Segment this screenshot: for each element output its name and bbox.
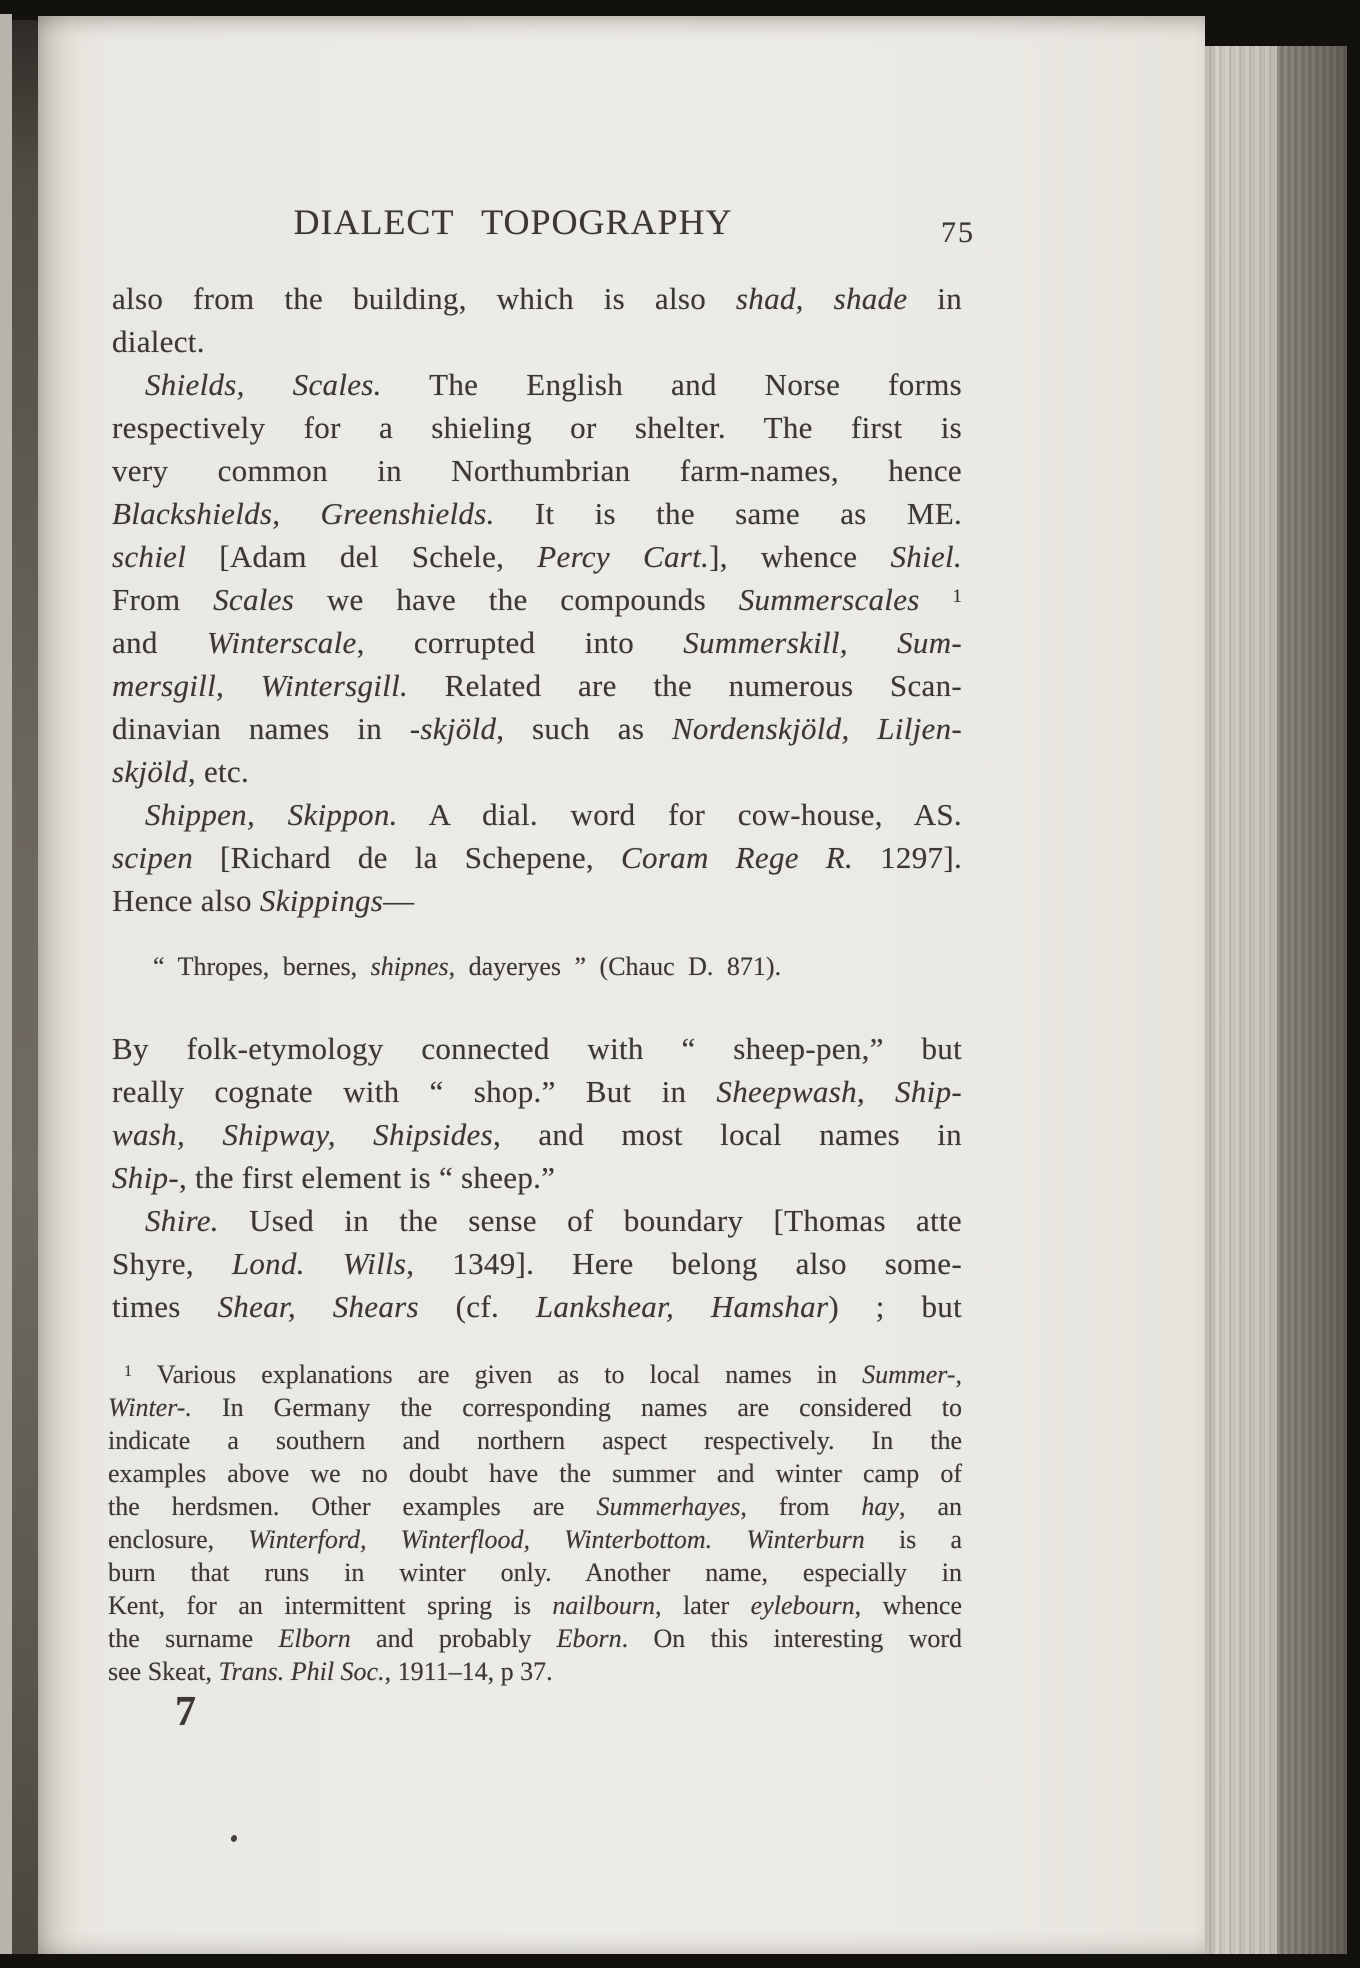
signature-mark: 7 (175, 1689, 196, 1735)
scan-border-right (1347, 0, 1360, 1968)
text-line: really cognate with “ shop.” But in Sheepwash, Ship- (112, 1074, 962, 1109)
text-line: respectively for a shieling or shelter. The first is (112, 410, 962, 445)
text-line: schiel [Adam del Schele, Percy Cart.], whence Shiel. (112, 539, 962, 574)
text-line: $^1$ Various explanations are given as to local names in Summer-, (124, 1360, 962, 1389)
text-line: By folk-etymology connected with “ sheep-pen,” but (112, 1031, 962, 1066)
text-line: burn that runs in winter only. Another name, especially in (108, 1558, 962, 1587)
scan-border-top (0, 0, 1360, 16)
text-line: wash, Shipway, Shipsides, and most local names in (112, 1117, 962, 1152)
text-line: From Scales we have the compounds Summerscales $^1$ (112, 582, 963, 617)
text-line: times Shear, Shears (cf. Lankshear, Hamshar) ; but (112, 1289, 962, 1324)
page-number: 75 (941, 216, 975, 249)
page-edge-stack-dark (1277, 16, 1347, 1954)
binding-gutter-shadow (12, 20, 38, 1956)
text-line: indicate a southern and northern aspect respectively. In the (108, 1426, 962, 1455)
block-quote (153, 950, 943, 984)
page-edge-left (0, 14, 12, 1958)
text-line: very common in Northumbrian farm-names, hence (112, 453, 962, 488)
text-line: examples above we no doubt have the summer and winter camp of (108, 1459, 962, 1488)
text-line: Hence also Skippings— (112, 883, 415, 918)
running-header: DIALECT TOPOGRAPHY (293, 202, 733, 242)
text-line: Kent, for an intermittent spring is nailbourn, later eylebourn, whence (108, 1591, 963, 1620)
text-line: the surname Elborn and probably Eborn. On this interesting word (108, 1624, 962, 1653)
text-line: Shippen, Skippon. A dial. word for cow-house, AS. (145, 797, 962, 832)
text-line: Shyre, Lond. Wills, 1349]. Here belong also some- (112, 1246, 962, 1281)
text-line: mersgill, Wintersgill. Related are the numerous Scan- (112, 668, 962, 703)
text-line: enclosure, Winterford, Winterflood, Winterbottom. Winterburn is a (108, 1525, 963, 1554)
text-line: dialect. (112, 324, 205, 359)
text-line: Shire. Used in the sense of boundary [Thomas atte (145, 1203, 962, 1238)
text-line: Winter-. In Germany the corresponding names are considered to (108, 1393, 962, 1422)
body-text-lower (112, 1027, 962, 1328)
text-line: skjöld, etc. (112, 754, 250, 789)
page-edge-stack-light (1205, 18, 1277, 1954)
text-line: scipen [Richard de la Schepene, Coram Rege R. 1297]. (112, 840, 962, 875)
body-text-upper (112, 277, 962, 922)
text-line: “ Thropes, bernes, shipnes, dayeryes ” (Chauc D. 871). (153, 952, 782, 981)
footnote (108, 1358, 962, 1688)
text-line: Ship-, the first element is “ sheep.” (112, 1160, 556, 1195)
text-line: also from the building, which is also shad, shade in (112, 281, 963, 316)
text-line: see Skeat, Trans. Phil Soc., 1911–14, p 37. (108, 1657, 553, 1686)
scan-border-bottom (0, 1954, 1360, 1968)
text-line: the herdsmen. Other examples are Summerhayes, from hay, an (108, 1492, 963, 1521)
text-line: Shields, Scales. The English and Norse forms (145, 367, 962, 402)
text-line: dinavian names in -skjöld, such as Nordenskjöld, Liljen- (112, 711, 962, 746)
scan-border-top-right (1205, 0, 1360, 46)
text-line: Blackshields, Greenshields. It is the same as ME. (112, 496, 962, 531)
text-line: and Winterscale, corrupted into Summerskill, Sum- (112, 625, 963, 660)
